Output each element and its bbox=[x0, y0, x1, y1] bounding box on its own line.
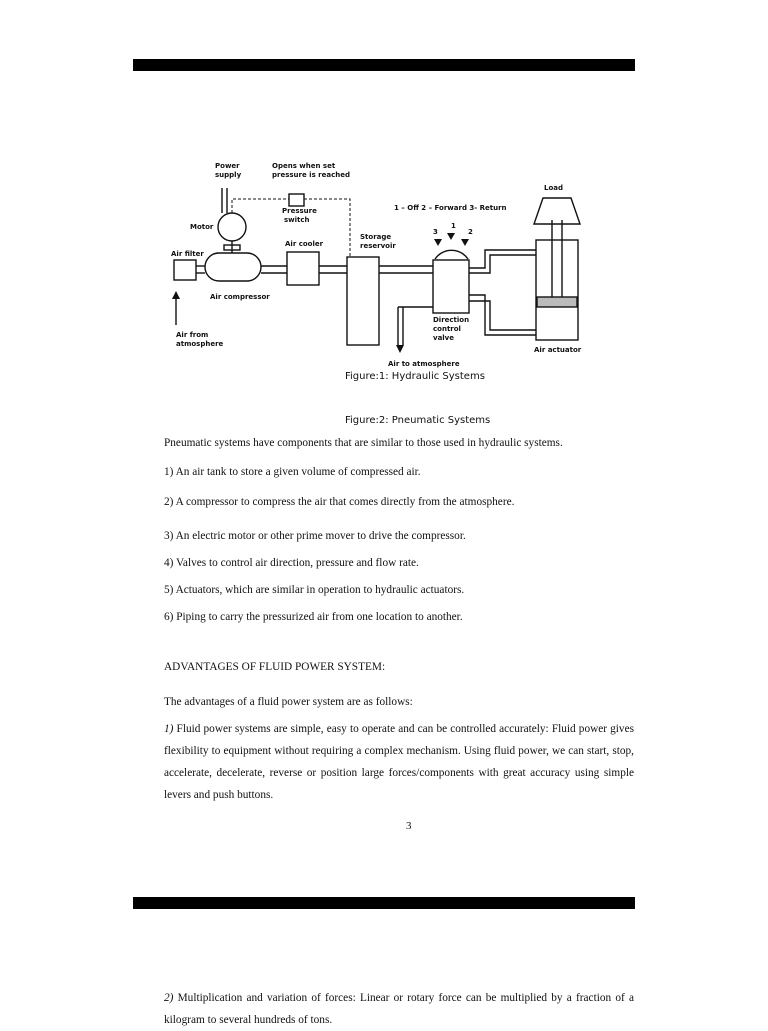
figure-1-caption: Figure:1: Hydraulic Systems bbox=[345, 371, 485, 382]
section-heading: ADVANTAGES OF FLUID POWER SYSTEM: bbox=[164, 661, 386, 673]
diagram-label: Load bbox=[544, 184, 564, 192]
diagram-label: Air compressor bbox=[210, 293, 270, 301]
list-item: 1) An air tank to store a given volume of compressed air. bbox=[164, 466, 421, 478]
air-compressor-symbol bbox=[205, 253, 261, 281]
diagram-label: atmosphere bbox=[176, 340, 224, 348]
advantage-1-paragraph bbox=[164, 718, 634, 806]
advantage-1-text: Fluid power systems are simple, easy to operate and can be controlled accurately: Fluid power gives flexibility to equipment without requiring a complex mechanism. Using fluid power, we can start, stop, accelerate, decelerate, reverse or position large forces/components with great accuracy using simple levers and push buttons. bbox=[164, 723, 634, 801]
intro-paragraph: Pneumatic systems have components that are similar to those used in hydraulic systems. bbox=[164, 437, 563, 449]
diagram-label: Power bbox=[215, 162, 240, 170]
list-item: 3) An electric motor or other prime mover to drive the compressor. bbox=[164, 530, 466, 542]
diagram-label: Motor bbox=[190, 223, 214, 231]
diagram-label: Air filter bbox=[171, 250, 204, 258]
list-item: 2) A compressor to compress the air that comes directly from the atmosphere. bbox=[164, 496, 515, 508]
advantage-1-number: 1) bbox=[164, 723, 174, 735]
diagram-label: 1 – Off 2 – Forward 3- Return bbox=[394, 204, 507, 212]
advantage-2-number: 2) bbox=[164, 992, 174, 1004]
diagram-label: Opens when set bbox=[272, 162, 336, 170]
diagram-label: reservoir bbox=[360, 242, 396, 250]
air-cooler-symbol bbox=[287, 252, 319, 285]
diagram-label: Air from bbox=[176, 331, 209, 339]
diagram-label: pressure is reached bbox=[272, 171, 350, 179]
direction-control-valve-symbol bbox=[433, 260, 469, 313]
figure-2-caption: Figure:2: Pneumatic Systems bbox=[345, 415, 491, 426]
diagram-label: Pressure bbox=[282, 207, 317, 215]
diagram-label: 3 bbox=[433, 228, 438, 236]
diagram-label: switch bbox=[284, 216, 310, 224]
advantages-intro: The advantages of a fluid power system are as follows: bbox=[164, 696, 413, 708]
storage-reservoir-symbol bbox=[347, 257, 379, 345]
diagram-label: supply bbox=[215, 171, 242, 179]
list-item: 6) Piping to carry the pressurized air from one location to another. bbox=[164, 611, 463, 623]
load-symbol bbox=[534, 198, 580, 224]
diagram-label: Storage bbox=[360, 233, 392, 241]
diagram-label: control bbox=[433, 325, 461, 333]
bottom-page-bar bbox=[133, 897, 635, 909]
pneumatic-system-diagram bbox=[160, 155, 600, 375]
air-filter-symbol bbox=[174, 260, 196, 280]
diagram-label: 1 bbox=[451, 222, 456, 230]
list-item: 4) Valves to control air direction, pressure and flow rate. bbox=[164, 557, 419, 569]
air-actuator-symbol bbox=[536, 240, 578, 340]
advantage-2-text: Multiplication and variation of forces: Linear or rotary force can be multiplied by a fraction of a kilogram to several hundreds of tons. bbox=[164, 992, 634, 1026]
diagram-label: Air cooler bbox=[285, 240, 324, 248]
motor-symbol bbox=[218, 213, 246, 241]
page-number: 3 bbox=[406, 820, 412, 832]
diagram-label: Air to atmosphere bbox=[388, 360, 460, 368]
advantage-2-paragraph bbox=[164, 987, 634, 1031]
diagram-label: 2 bbox=[468, 228, 473, 236]
top-page-bar bbox=[133, 59, 635, 71]
diagram-label: Air actuator bbox=[534, 346, 582, 354]
list-item: 5) Actuators, which are similar in operation to hydraulic actuators. bbox=[164, 584, 465, 596]
diagram-label: valve bbox=[433, 334, 454, 342]
diagram-label: Direction bbox=[433, 316, 470, 324]
